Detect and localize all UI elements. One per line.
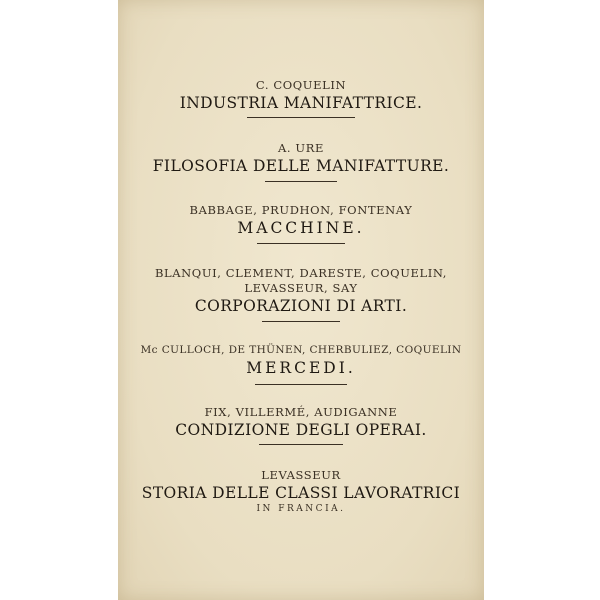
title: MERCEDI. [246,359,356,377]
entry-blanqui [118,266,484,322]
title: INDUSTRIA MANIFATTRICE. [179,94,423,112]
title: STORIA DELLE CLASSI LAVORATRICI [141,484,461,502]
title: CONDIZIONE DEGLI OPERAI. [175,421,427,439]
entry-culloch [118,343,484,385]
divider-rule [259,444,343,445]
entry-coquelin [118,78,484,118]
title: MACCHINE. [237,219,365,237]
entry-fix [118,405,484,445]
divider-rule [247,117,355,118]
author-line-2: LEVASSEUR, SAY [244,281,358,295]
entry-ure [118,141,484,182]
author-line-1: BLANQUI, CLEMENT, DARESTE, COQUELIN, [154,266,448,280]
author: Mc CULLOCH, DE THÜNEN, CHERBULIEZ, COQUELIN [140,344,462,356]
book-page [118,0,484,600]
author: A. URE [278,141,324,155]
divider-rule [257,243,345,244]
author: FIX, VILLERMÉ, AUDIGANNE [204,405,398,419]
subtitle: IN FRANCIA. [256,504,346,514]
title: FILOSOFIA DELLE MANIFATTURE. [152,157,450,175]
title: CORPORAZIONI DI ARTI. [194,297,408,315]
author: LEVASSEUR [261,468,341,482]
entry-babbage [118,203,484,244]
author: C. COQUELIN [255,78,347,92]
entry-levasseur [118,468,484,516]
divider-rule [265,181,337,182]
divider-rule [255,384,347,385]
author: BABBAGE, PRUDHON, FONTENAY [189,203,413,217]
divider-rule [262,321,340,322]
